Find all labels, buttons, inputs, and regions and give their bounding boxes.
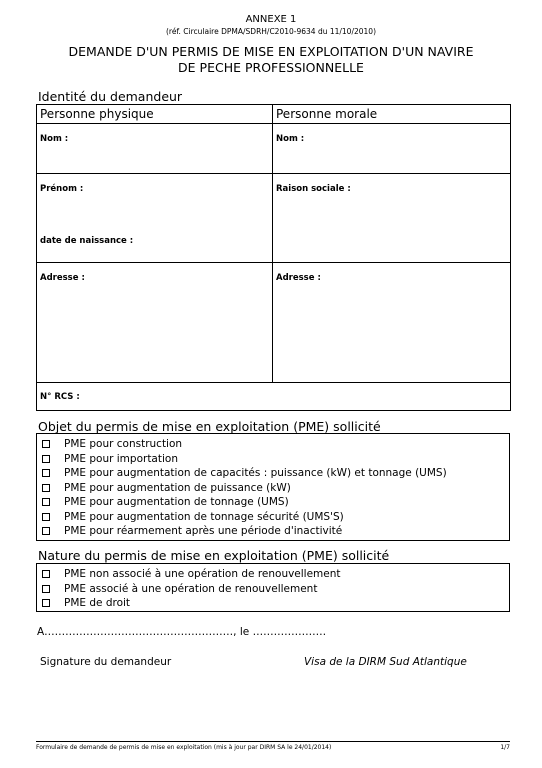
raison-sociale-field[interactable] [273,174,511,263]
page-number: 1/7 [500,744,510,751]
page-footer [36,741,510,751]
option-tonnage[interactable]: PME pour augmentation de tonnage (UMS) [37,495,509,510]
option-importation[interactable]: PME pour importation [37,452,509,467]
adresse-morale-field[interactable] [273,263,511,383]
identity-table [36,104,511,411]
nature-section-title: Nature du permis de mise en exploitation (PME) sollicité [38,548,390,563]
checkbox-icon[interactable] [42,570,50,578]
applicant-signature-label: Signature du demandeur [40,656,172,668]
nom-label: Nom : [276,134,305,144]
nom-morale-field[interactable] [273,124,511,174]
footer-text: Formulaire de demande de permis de mise en exploitation (mis à jour par DIRM SA le 24/01/2014) [36,744,332,751]
reference-text: (réf. Circulaire DPMA/SDRH/C2010-9634 du 11/10/2010) [165,27,376,36]
option-non-renouvellement[interactable]: PME non associé à une opération de renouvellement [37,567,509,582]
rcs-label: N° RCS : [40,391,80,402]
date-naissance-label: date de naissance : [40,236,134,246]
rcs-field[interactable] [37,383,511,411]
checkbox-icon[interactable] [42,440,50,448]
checkbox-icon[interactable] [42,469,50,477]
checkbox-icon[interactable] [42,585,50,593]
option-renouvellement[interactable]: PME associé à une opération de renouvellement [37,582,509,597]
option-tonnage-securite[interactable]: PME pour augmentation de tonnage sécurité (UMS'S) [37,510,509,525]
nature-options-box [36,563,510,612]
adresse-physique-field[interactable] [37,263,273,383]
prenom-label: Prénom : [40,184,84,194]
prenom-field[interactable] [37,174,273,263]
checkbox-icon[interactable] [42,599,50,607]
title-line-1: DEMANDE D'UN PERMIS DE MISE EN EXPLOITATION D'UN NAVIRE [68,44,474,59]
raison-sociale-label: Raison sociale : [276,184,351,194]
title-line-2: DE PECHE PROFESSIONNELLE [178,60,364,75]
header-personne-physique: Personne physique [37,105,273,124]
option-construction[interactable]: PME pour construction [37,437,509,452]
objet-section-title: Objet du permis de mise en exploitation (PME) sollicité [38,419,381,434]
checkbox-icon[interactable] [42,527,50,535]
option-puissance[interactable]: PME pour augmentation de puissance (kW) [37,481,509,496]
dirm-visa-label: Visa de la DIRM Sud Atlantique [304,656,467,668]
annex-label: ANNEXE 1 [245,14,297,25]
adresse-label: Adresse : [40,273,85,283]
option-capacites[interactable]: PME pour augmentation de capacités : puissance (kW) et tonnage (UMS) [37,466,509,481]
page-title [0,44,542,76]
checkbox-icon[interactable] [42,513,50,521]
option-rearmement[interactable]: PME pour réarmement après une période d'inactivité [37,524,509,539]
adresse-label: Adresse : [276,273,321,283]
place-date-line[interactable]: A………………………………………………, le ………………… [37,626,327,638]
nom-label: Nom : [40,134,69,144]
checkbox-icon[interactable] [42,484,50,492]
option-de-droit[interactable]: PME de droit [37,596,509,611]
nom-physique-field[interactable] [37,124,273,174]
checkbox-icon[interactable] [42,498,50,506]
objet-options-box [36,433,510,541]
checkbox-icon[interactable] [42,455,50,463]
header-personne-morale: Personne morale [273,105,511,124]
identity-section-title: Identité du demandeur [38,89,183,104]
